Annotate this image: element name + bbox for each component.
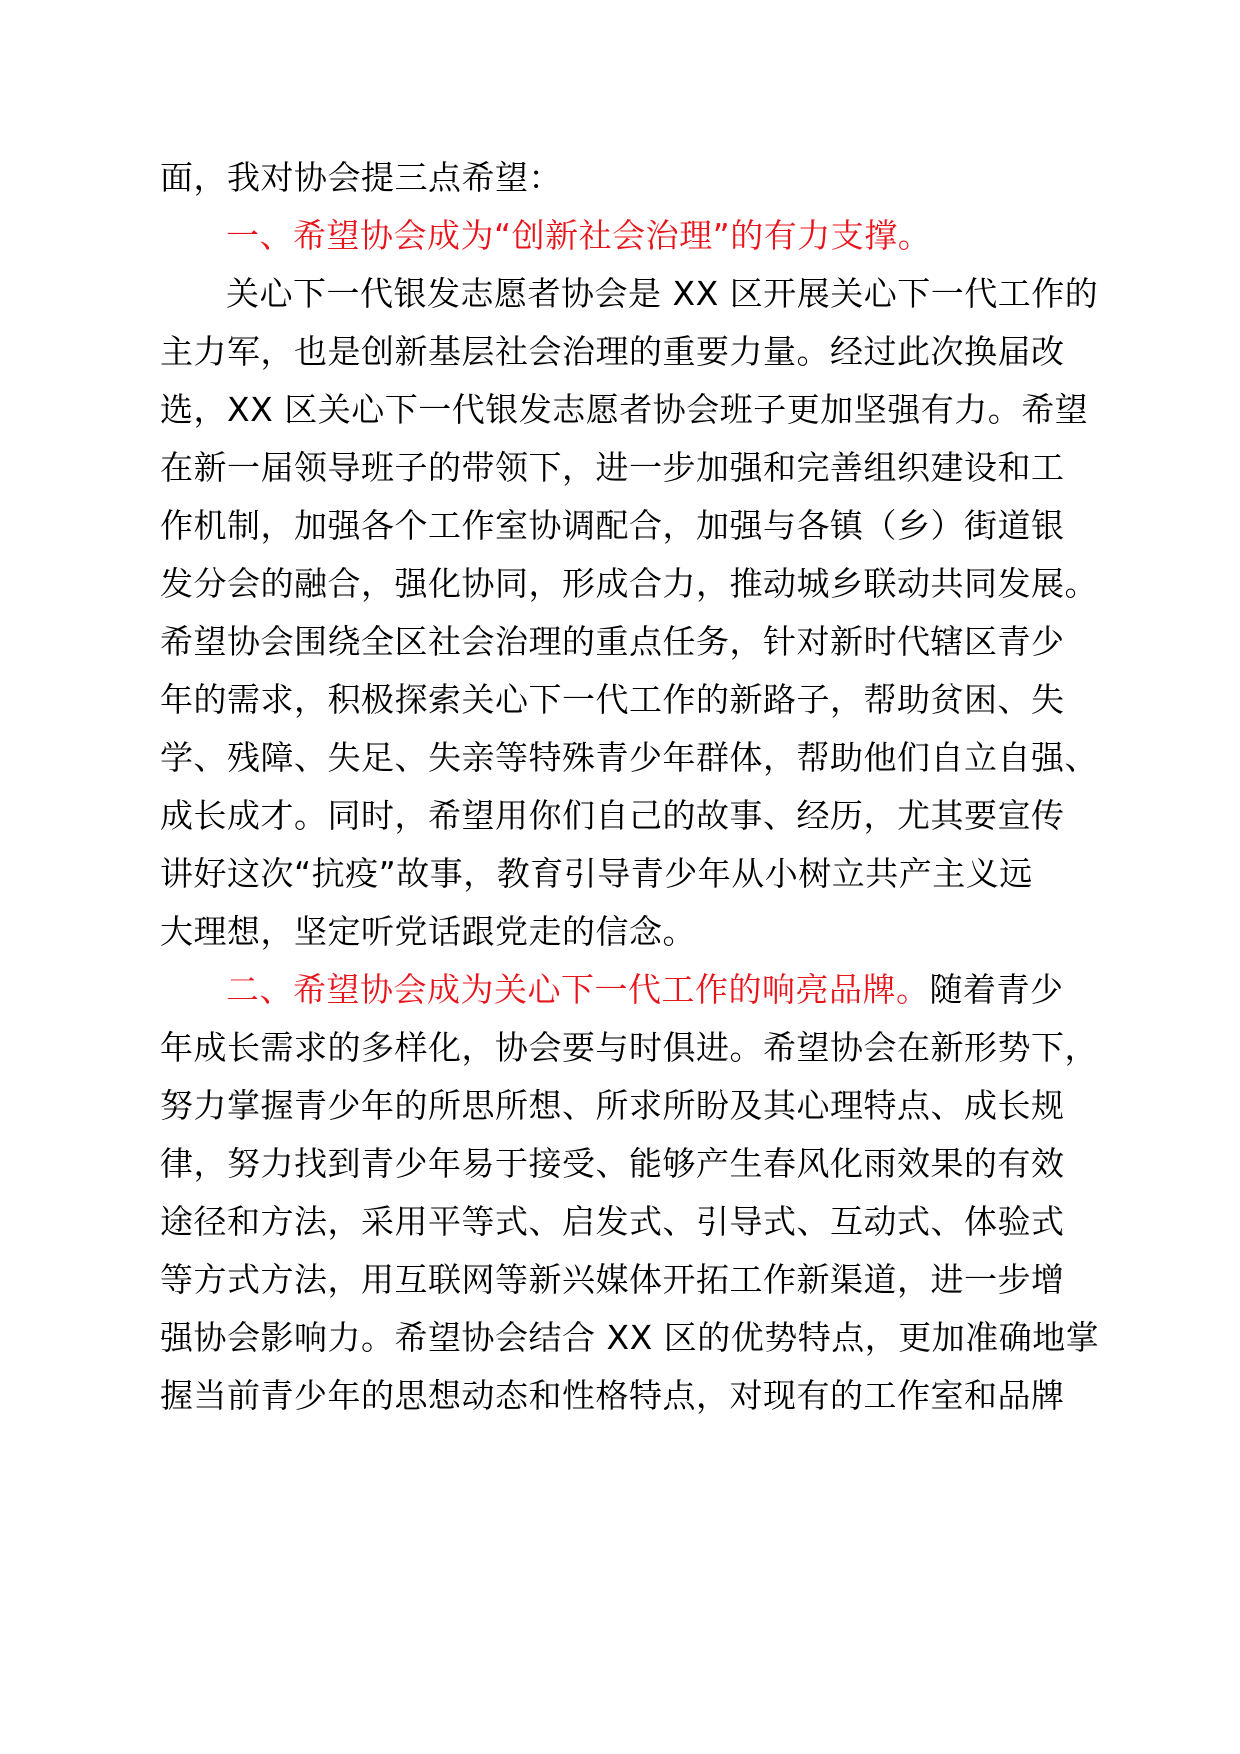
text-line: 大理想，坚定听党话跟党走的信念。 xyxy=(160,912,696,951)
text-line: 努力掌握青少年的所思所想、所求所盼及其心理特点、成长规 xyxy=(160,1086,1065,1125)
text-line: 作机制，加强各个工作室协调配合，加强与各镇（乡）街道银 xyxy=(160,506,1065,545)
section-heading-2: 二、希望协会成为关心下一代工作的响亮品牌。 xyxy=(226,970,930,1009)
text-line: 在新一届领导班子的带领下，进一步加强和完善组织建设和工 xyxy=(160,448,1065,487)
text-line: 选，XX 区关心下一代银发志愿者协会班子更加坚强有力。希望 xyxy=(160,390,1089,429)
text-line: 成长成才。同时，希望用你们自己的故事、经历，尤其要宣传 xyxy=(160,796,1065,835)
text-run: 随着青少 xyxy=(929,970,1064,1009)
text-line: 希望协会围绕全区社会治理的重点任务，针对新时代辖区青少 xyxy=(160,622,1065,661)
section-heading-1: 一、希望协会成为“创新社会治理”的有力支撑。 xyxy=(226,216,932,255)
text-line: 讲好这次“抗疫”故事，教育引导青少年从小树立共产主义远 xyxy=(160,854,1033,893)
text-line: 面，我对协会提三点希望： xyxy=(160,158,562,197)
text-line: 主力军，也是创新基层社会治理的重要力量。经过此次换届改 xyxy=(160,332,1065,371)
text-line: 握当前青少年的思想动态和性格特点，对现有的工作室和品牌 xyxy=(160,1376,1065,1415)
text-line: 发分会的融合，强化协同，形成合力，推动城乡联动共同发展。 xyxy=(160,564,1098,603)
text-line: 关心下一代银发志愿者协会是 XX 区开展关心下一代工作的 xyxy=(226,274,1099,313)
text-line: 途径和方法，采用平等式、启发式、引导式、互动式、体验式 xyxy=(160,1202,1065,1241)
text-line: 强协会影响力。希望协会结合 XX 区的优势特点，更加准确地掌 xyxy=(160,1318,1100,1357)
text-line: 年成长需求的多样化，协会要与时俱进。希望协会在新形势下， xyxy=(160,1028,1098,1067)
text-line: 年的需求，积极探索关心下一代工作的新路子，帮助贫困、失 xyxy=(160,680,1065,719)
text-line: 等方式方法，用互联网等新兴媒体开拓工作新渠道，进一步增 xyxy=(160,1260,1065,1299)
text-line: 学、残障、失足、失亲等特殊青少年群体，帮助他们自立自强、 xyxy=(160,738,1098,777)
paragraph-line-with-heading xyxy=(226,958,1064,1022)
text-line: 律，努力找到青少年易于接受、能够产生春风化雨效果的有效 xyxy=(160,1144,1065,1183)
